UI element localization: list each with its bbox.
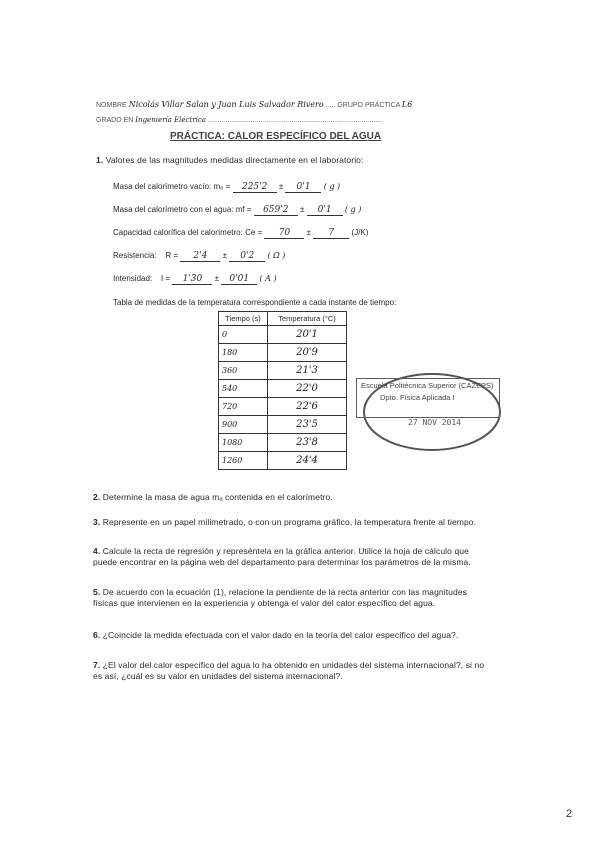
measurement-i <box>113 274 277 285</box>
meas-symbol: Ce = <box>245 228 263 237</box>
measurement-r <box>113 251 285 262</box>
grupo-value: L6 <box>401 100 413 109</box>
meas-value: 2'4 <box>180 251 220 262</box>
temp-cell: 24'4 <box>296 455 318 466</box>
meas-value: 70 <box>264 228 304 239</box>
header-tiempo: Tiempo (s) <box>219 312 268 326</box>
meas-symbol: R = <box>165 251 179 260</box>
meas-value: 1'30 <box>172 274 212 285</box>
table-row <box>219 416 347 434</box>
question-text: Determine la masa de agua mₐ contenida en el calorímetro. <box>102 492 333 502</box>
question-number: 7. <box>93 660 101 670</box>
stamp-line-1: Escuela Politécnica Superior (CAZEPS) <box>361 381 494 390</box>
temp-cell: 20'9 <box>296 347 318 358</box>
question-2 <box>93 492 493 503</box>
time-cell: 1080 <box>219 434 268 452</box>
meas-pm: ± <box>306 228 312 237</box>
table-row <box>219 380 347 398</box>
table-row <box>219 452 347 470</box>
meas-unit: ( A ) <box>259 274 277 283</box>
question-5 <box>93 587 493 609</box>
meas-label: Resistencia: <box>113 251 157 260</box>
measurement-mf <box>113 205 361 216</box>
temperature-table <box>218 311 347 470</box>
time-cell: 540 <box>219 380 268 398</box>
question-text: ¿El valor del calor específico del agua lo ha obtenido en unidades del sistema internacional?, si no es así, ¿cuál es su valor en unidades del sistema internacional?. <box>93 660 485 681</box>
table-row <box>219 326 347 344</box>
grado-label: GRADO EN <box>96 117 134 124</box>
time-cell: 900 <box>219 416 268 434</box>
meas-unit: ( g ) <box>344 205 362 214</box>
time-cell: 1260 <box>219 452 268 470</box>
measurement-ce <box>113 228 368 239</box>
header-grado-line: GRADO EN Ingeniería Eléctrica .......................................................................................... <box>96 116 383 124</box>
temp-cell: 23'5 <box>296 419 318 430</box>
table-row <box>219 344 347 362</box>
time-cell: 720 <box>219 398 268 416</box>
meas-label: Capacidad calorífica del calorímetro: <box>113 228 243 237</box>
question-number: 1. <box>96 155 104 165</box>
time-cell: 360 <box>219 362 268 380</box>
time-cell: 180 <box>219 344 268 362</box>
nombre-label: NOMBRE <box>96 102 127 109</box>
temp-cell: 22'0 <box>296 383 318 394</box>
question-4 <box>93 546 493 568</box>
meas-label: Masa del calorímetro con el agua: <box>113 205 234 214</box>
question-7 <box>93 660 493 682</box>
question-text: ¿Coincide la medida efectuada con el valor dado en la teoría del calor específico del agua?. <box>102 630 459 640</box>
question-number: 3. <box>93 517 101 527</box>
table-caption: Tabla de medidas de la temperatura correspondiente a cada instante de tiempo: <box>113 298 397 307</box>
question-number: 4. <box>93 546 101 556</box>
question-1 <box>96 155 496 166</box>
meas-pm: ± <box>222 251 227 260</box>
question-number: 6. <box>93 630 101 640</box>
meas-value: 225'2 <box>233 182 277 193</box>
table-header-row <box>219 312 347 326</box>
meas-symbol: I = <box>161 274 171 283</box>
temp-cell: 21'3 <box>296 365 318 376</box>
meas-unit: ( g ) <box>323 182 341 191</box>
meas-pm: ± <box>300 205 305 214</box>
meas-error: 7 <box>313 228 349 239</box>
table-row <box>219 398 347 416</box>
header-name-line: NOMBRE Nicolás Villar Salan y Juan Luis Salvador Rivero ..... GRUPO PRÁCTICA L6 <box>96 100 413 109</box>
meas-unit: (J/K) <box>351 228 369 237</box>
page-number: 2 <box>566 808 573 820</box>
question-number: 5. <box>93 587 101 597</box>
temp-cell: 20'1 <box>296 329 318 340</box>
page-title: PRÁCTICA: CALOR ESPECÍFICO DEL AGUA <box>170 131 382 142</box>
measurement-m0 <box>113 182 340 193</box>
question-number: 2. <box>93 492 101 502</box>
temp-cell: 23'8 <box>296 437 318 448</box>
meas-symbol: mf = <box>235 205 252 214</box>
meas-symbol: m₀ = <box>213 182 231 191</box>
meas-error: 0'01 <box>221 274 257 285</box>
time-cell: 0 <box>219 326 268 344</box>
table-row <box>219 362 347 380</box>
meas-error: 0'1 <box>285 182 321 193</box>
nombre-value: Nicolás Villar Salan y Juan Luis Salvador Rivero <box>128 100 324 109</box>
question-text: Valores de las magnitudes medidas directamente en el laboratorio: <box>105 155 364 165</box>
grado-value: Ingeniería Eléctrica <box>135 116 206 124</box>
grupo-label: GRUPO PRÁCTICA <box>337 102 400 109</box>
question-6 <box>93 630 493 641</box>
meas-error: 0'2 <box>229 251 265 262</box>
header-temperatura: Temperatura (°C) <box>268 312 347 326</box>
question-text: Represente en un papel milimetrado, o con un programa gráfico, la temperatura frente al tiempo. <box>102 517 477 527</box>
meas-pm: ± <box>278 182 284 191</box>
table-row <box>219 434 347 452</box>
meas-unit: ( Ω ) <box>267 251 286 260</box>
question-3 <box>93 517 493 528</box>
meas-error: 0'1 <box>307 205 343 216</box>
meas-pm: ± <box>214 274 220 283</box>
stamp-date: 27 NOV 2014 <box>408 418 461 427</box>
meas-label: Intensidad: <box>113 274 153 283</box>
temp-cell: 22'6 <box>296 401 318 412</box>
question-text: Calcule la recta de regresión y represéntela en la gráfica anterior. Utilice la hoja de cálculo que puede encontrar en la página web del departamento para determinar los parámetros de la misma. <box>93 546 471 567</box>
meas-value: 659'2 <box>254 205 298 216</box>
stamp-line-2: Dpto. Física Aplicada I <box>380 393 455 402</box>
meas-label: Masa del calorímetro vacío: <box>113 182 212 191</box>
question-text: De acuerdo con la ecuación (1), relacione la pendiente de la recta anterior con las magnitudes físicas que intervienen en la experiencia y obtenga el valor del calor específico del agua. <box>93 587 468 608</box>
